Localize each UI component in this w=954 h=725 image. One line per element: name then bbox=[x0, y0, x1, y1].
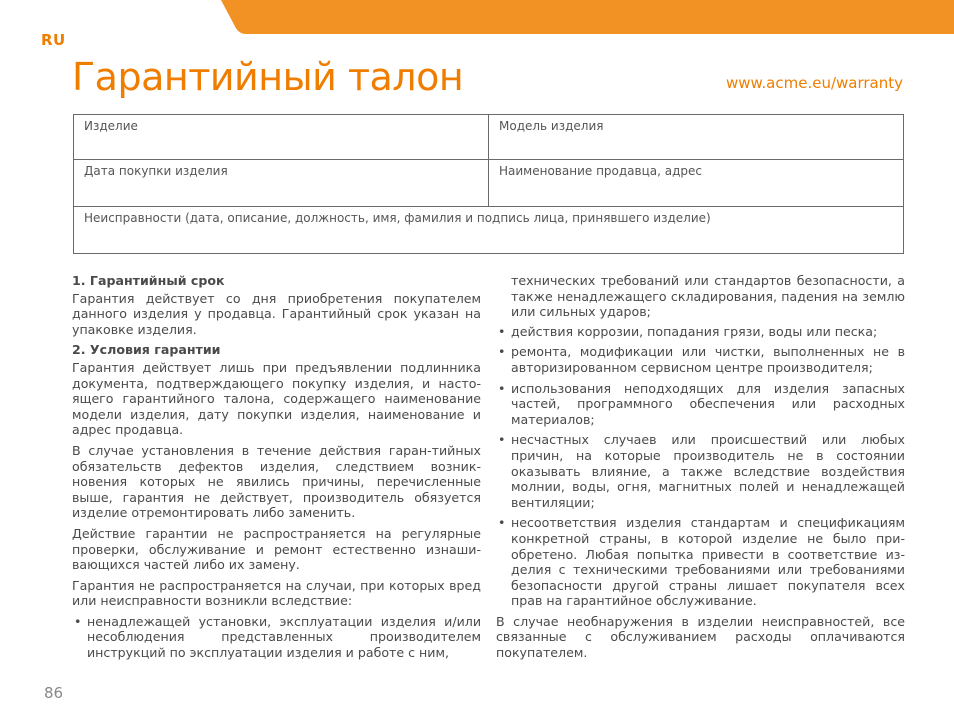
faults-field[interactable]: Неисправности (дата, описание, должность, имя, фамилия и подпись лица, принявшего изделие) bbox=[84, 211, 711, 225]
exclusions-list-continued bbox=[496, 324, 905, 609]
exclusions-list bbox=[72, 614, 481, 661]
list-item-text: несоответствия изделия стандартам и спецификациям конкретной страны, в которой изделие не было при-обретено. Любая попытка привести в соответствие из-делия с техническими требованиями или требованиями безопасности другой страны лишает покупателя всех прав на гарантийное обслуживание. bbox=[511, 515, 905, 609]
paragraph: Гарантия действует со дня приобретения покупателем данного изделия у продавца. Гарантийный срок указан на упаковке изделия. bbox=[72, 290, 481, 337]
model-field[interactable]: Модель изделия bbox=[489, 115, 903, 160]
warranty-url[interactable]: www.acme.eu/warranty bbox=[725, 74, 903, 92]
list-item bbox=[72, 614, 481, 661]
list-item bbox=[496, 432, 905, 510]
bullet-icon: • bbox=[498, 344, 506, 360]
language-label: RU bbox=[41, 31, 66, 49]
paragraph: В случае необнаружения в изделии неисправностей, все связанные с обслуживанием расходы оплачиваются покупателем. bbox=[496, 613, 905, 661]
top-accent-bar bbox=[248, 0, 954, 34]
paragraph: Гарантия действует лишь при предъявлении подлинника документа, подтверждающего покупку изделия, и насто-ящего гарантийного талона, содержащего наименование модели изделия, дату покупки изделия, наименование и адрес продавца. bbox=[72, 359, 481, 438]
list-item bbox=[496, 324, 905, 340]
list-item-text: ремонта, модификации или чистки, выполненных не в авторизированном сервисном центре производителя; bbox=[511, 344, 905, 375]
section-heading-warranty-conditions: 2. Условия гарантии bbox=[72, 342, 221, 358]
bullet-icon: • bbox=[498, 380, 506, 396]
list-item-text: использования неподходящих для изделия запасных частей, программного обеспечения или расходных материалов; bbox=[511, 380, 905, 427]
paragraph: Гарантия не распространяется на случаи, при которых вред или неисправности возникли вследствие: bbox=[72, 577, 481, 609]
list-item bbox=[496, 381, 905, 428]
list-item bbox=[496, 344, 905, 375]
bullet-icon: • bbox=[498, 323, 506, 339]
paragraph: В случае установления в течение действия гаран-тийных обязательств дефектов изделия, следствием возник-новения которых не явились причины, перечисленные выше, гарантия не действует, производитель обязуется изделие отремонтировать либо заменить. bbox=[72, 442, 481, 521]
list-item-text: действия коррозии, попадания грязи, воды или песка; bbox=[511, 323, 878, 339]
bullet-icon: • bbox=[498, 432, 506, 448]
bullet-icon: • bbox=[74, 613, 82, 629]
page-number: 86 bbox=[44, 684, 64, 702]
right-column bbox=[496, 273, 905, 666]
list-item-text: ненадлежащей установки, эксплуатации изделия и/или несоблюдения представленных производителем инструкций по эксплуатации изделия и работе с ним, bbox=[87, 613, 481, 661]
product-field[interactable]: Изделие bbox=[74, 115, 489, 160]
list-item-text: несчастных случаев или происшествий или любых причин, на которые производитель не в состоянии оказывать влияние, а также вследствие воздействия молнии, воды, огня, магнитных полей и ненадлежащей вентиляции; bbox=[511, 432, 905, 510]
list-item-continuation: технических требований или стандартов безопасности, а также ненадлежащего складирования, падения на землю или сильных ударов; bbox=[511, 273, 905, 320]
left-column bbox=[72, 273, 481, 666]
purchase-date-field[interactable]: Дата покупки изделия bbox=[74, 160, 489, 207]
section-heading-warranty-period: 1. Гарантийный срок bbox=[72, 273, 225, 288]
bullet-icon: • bbox=[498, 515, 506, 531]
seller-field[interactable]: Наименование продавца, адрес bbox=[489, 160, 903, 207]
paragraph: Действие гарантии не распространяется на регулярные проверки, обслуживание и ремонт естественно изнаши-вающихся частей либо их замену. bbox=[72, 525, 481, 573]
warranty-form bbox=[73, 114, 904, 254]
page-title: Гарантийный талон bbox=[72, 55, 464, 99]
list-item bbox=[496, 515, 905, 609]
